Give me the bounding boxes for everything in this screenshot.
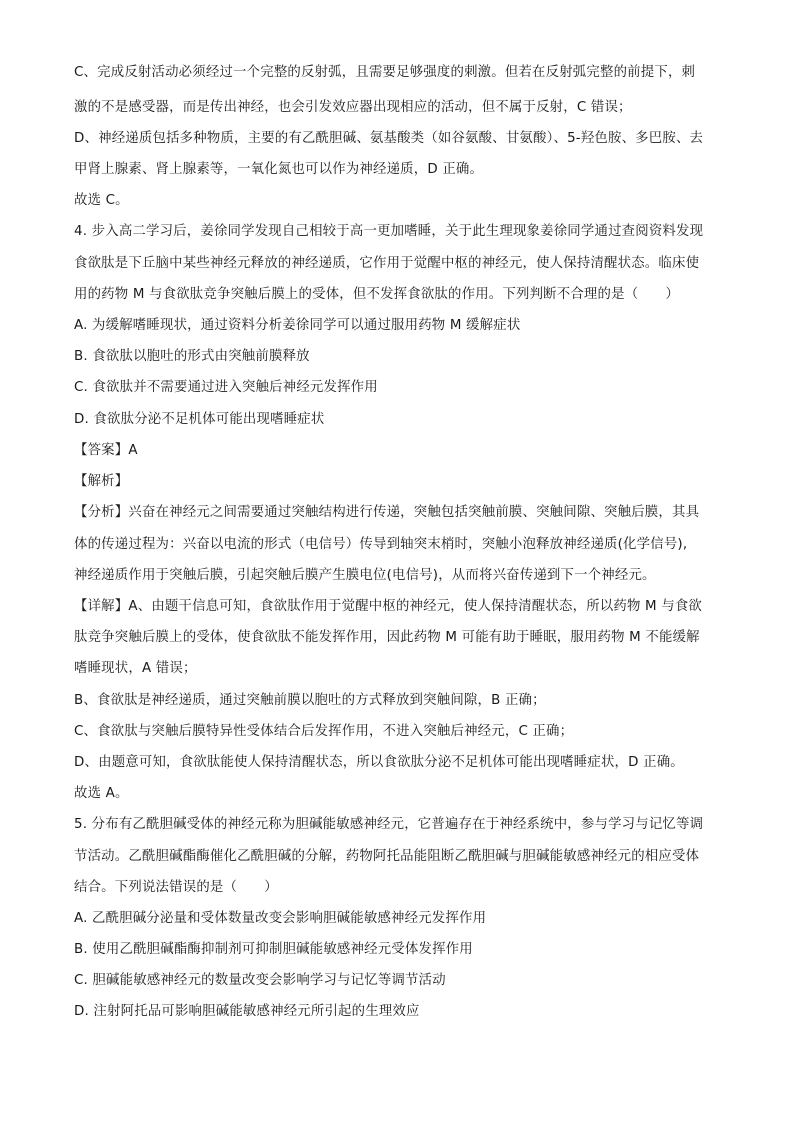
question-4-stem: 食欲肽是下丘脑中某些神经元释放的神经递质，它作用于觉醒中枢的神经元，使人保持清醒状态。临床使 [74,256,700,271]
option-c: C. 胆碱能敏感神经元的数量改变会影响学习与记忆等调节活动 [74,973,446,988]
question-5-stem: 节活动。乙酰胆碱酯酶催化乙酰胆碱的分解，药物阿托品能阻断乙酰胆碱与胆碱能敏感神经元的相应受体 [74,849,700,864]
option-b: B. 食欲肽以胞吐的形式由突触前膜释放 [74,349,310,364]
analysis-heading: 【解析】 [74,474,129,489]
detail-text: C、食欲肽与突触后膜特异性受体结合后发挥作用，不进入突触后神经元，C 正确； [74,724,574,739]
detail-text: B、食欲肽是神经递质，通过突触前膜以胞吐的方式释放到突触间隙，B 正确； [74,693,546,708]
text-line: 故选 C。 [74,193,129,208]
text-line: 甲肾上腺素、肾上腺素等，一氧化氮也可以作为神经递质，D 正确。 [74,162,484,177]
detail-text: 嗜睡现状，A 错误； [74,661,197,676]
choice-line: 故选 A。 [74,786,129,801]
analysis-text: 体的传递过程为：兴奋以电流的形式（电信号）传导到轴突末梢时，突触小泡释放神经递质(化学信号), [74,537,688,552]
text-line: D、神经递质包括多种物质，主要的有乙酰胆碱、氨基酸类（如谷氨酸、甘氨酸）、5-羟色胺、多巴胺、去 [74,131,704,146]
option-d: D. 注射阿托品可影响胆碱能敏感神经元所引起的生理效应 [74,1004,420,1019]
text-line: 激的不是感受器，而是传出神经，也会引发效应器出现相应的活动，但不属于反射，C 错误； [74,100,632,115]
answer-line: 【答案】A [74,443,138,458]
option-a: A. 乙酰胆碱分泌量和受体数量改变会影响胆碱能敏感神经元发挥作用 [74,911,487,926]
detail-text: 【详解】A、由题干信息可知，食欲肽作用于觉醒中枢的神经元，使人保持清醒状态，所以药物 M 与食欲 [74,599,703,614]
option-c: C. 食欲肽并不需要通过进入突触后神经元发挥作用 [74,380,378,395]
question-5-stem: 结合。下列说法错误的是（ ） [74,880,278,895]
detail-text: D、由题意可知，食欲肽能使人保持清醒状态，所以食欲肽分泌不足机体可能出现嗜睡症状，D 正确。 [74,755,684,770]
analysis-text: 神经递质作用于突触后膜，引起突触后膜产生膜电位(电信号)，从而将兴奋传递到下一个神经元。 [74,568,656,583]
detail-text: 肽竞争突触后膜上的受体，使食欲肽不能发挥作用，因此药物 M 可能有助于睡眠，服用药物 M 不能缓解 [74,630,700,645]
question-4-stem: 4. 步入高二学习后，姜徐同学发现自己相较于高一更加嗜睡，关于此生理现象姜徐同学通过查阅资料发现 [74,224,704,239]
analysis-text: 【分析】兴奋在神经元之间需要通过突触结构进行传递，突触包括突触前膜、突触间隙、突触后膜，其具 [74,505,700,520]
question-4-stem: 用的药物 M 与食欲肽竞争突触后膜上的受体，但不发挥食欲肽的作用。下列判断不合理的是（ ） [74,287,680,302]
question-5-stem: 5. 分布有乙酰胆碱受体的神经元称为胆碱能敏感神经元，它普遍存在于神经系统中，参与学习与记忆等调 [74,817,704,832]
option-b: B. 使用乙酰胆碱酯酶抑制剂可抑制胆碱能敏感神经元受体发挥作用 [74,942,473,957]
text-line: C、完成反射活动必须经过一个完整的反射弧，且需要足够强度的刺激。但若在反射弧完整的前提下，刺 [74,65,696,80]
option-a: A. 为缓解嗜睡现状，通过资料分析姜徐同学可以通过服用药物 M 缓解症状 [74,318,521,333]
option-d: D. 食欲肽分泌不足机体可能出现嗜睡症状 [74,412,325,427]
